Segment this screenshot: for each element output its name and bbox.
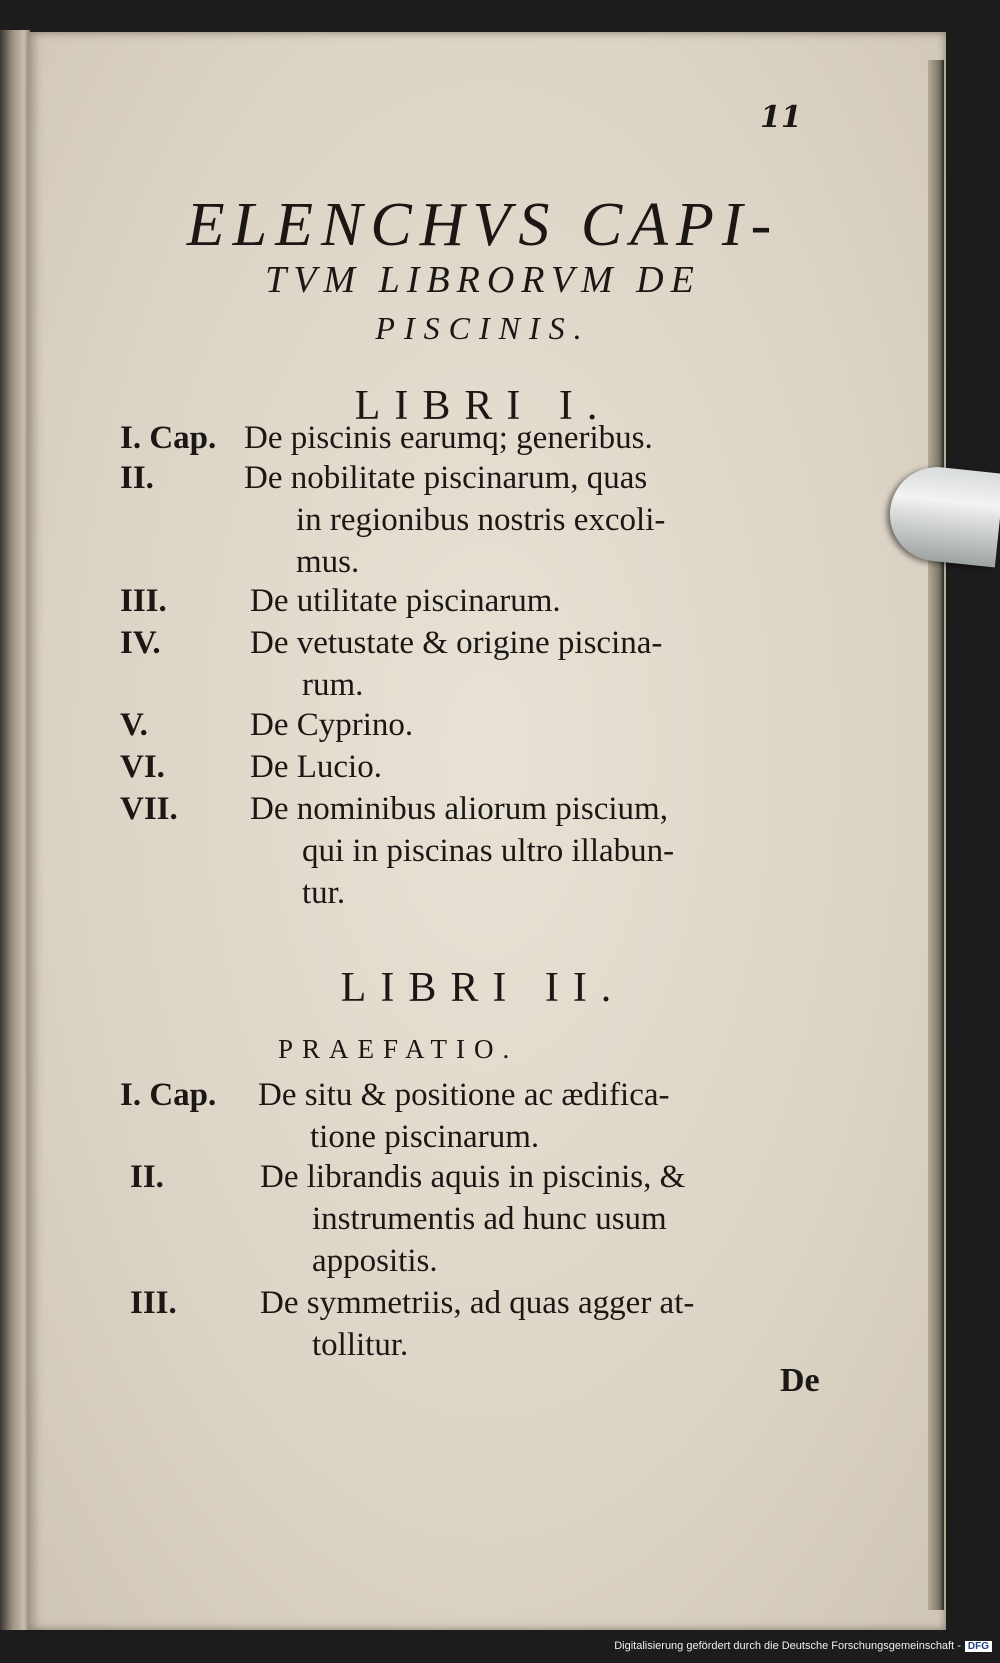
praefatio-heading: PRAEFATIO.	[278, 1034, 519, 1064]
chapter-number: IV.	[120, 625, 161, 661]
chapter-number: III.	[120, 583, 167, 619]
digitization-credit	[614, 1640, 992, 1652]
title-line-1: ELENCHVS CAPI-	[186, 191, 780, 259]
dfg-logo: DFG	[965, 1641, 992, 1652]
chapter-number: VII.	[120, 791, 178, 827]
chapter-title: De Cyprino.	[250, 707, 414, 743]
title-line-2: TVM LIBRORVM DE	[265, 259, 701, 301]
chapter-title: De Lucio.	[250, 749, 382, 785]
chapter-number: I. Cap.	[120, 1077, 217, 1113]
page-number: 11	[760, 100, 802, 135]
chapter-title: De piscinis earumq; generibus.	[244, 420, 653, 456]
chapter-title: De symmetriis, ad quas agger at- tollitur.	[260, 1285, 695, 1363]
catchword: De	[780, 1362, 820, 1399]
chapter-title: De vetustate & origine piscina- rum.	[250, 625, 663, 703]
chapter-title: De nominibus aliorum piscium, qui in piscinas ultro illabun- tur.	[250, 791, 675, 911]
page-fore-edge	[928, 60, 944, 1610]
chapter-number: I. Cap.	[120, 420, 217, 456]
title-line-3: PISCINIS.	[375, 310, 591, 346]
credit-text: Digitalisierung gefördert durch die Deutsche Forschungsgemeinschaft -	[614, 1640, 961, 1652]
chapter-number: VI.	[120, 749, 165, 785]
chapter-number: II.	[130, 1159, 164, 1195]
chapter-title: De librandis aquis in piscinis, & instrumentis ad hunc usum appositis.	[260, 1159, 686, 1279]
chapter-title: De situ & positione ac ædifica- tione piscinarum.	[258, 1077, 670, 1155]
adjacent-page-edge	[0, 30, 30, 1630]
chapter-number: V.	[120, 707, 148, 743]
chapter-number: III.	[130, 1285, 177, 1321]
chapter-number: II.	[120, 460, 154, 496]
book-2-heading: LIBRI II.	[340, 965, 626, 1011]
book-1-heading: LIBRI I.	[354, 383, 612, 429]
chapter-title: De utilitate piscinarum.	[250, 583, 561, 619]
book-page	[28, 32, 946, 1630]
chapter-title: De nobilitate piscinarum, quas in regionibus nostris excoli- mus.	[244, 460, 666, 580]
